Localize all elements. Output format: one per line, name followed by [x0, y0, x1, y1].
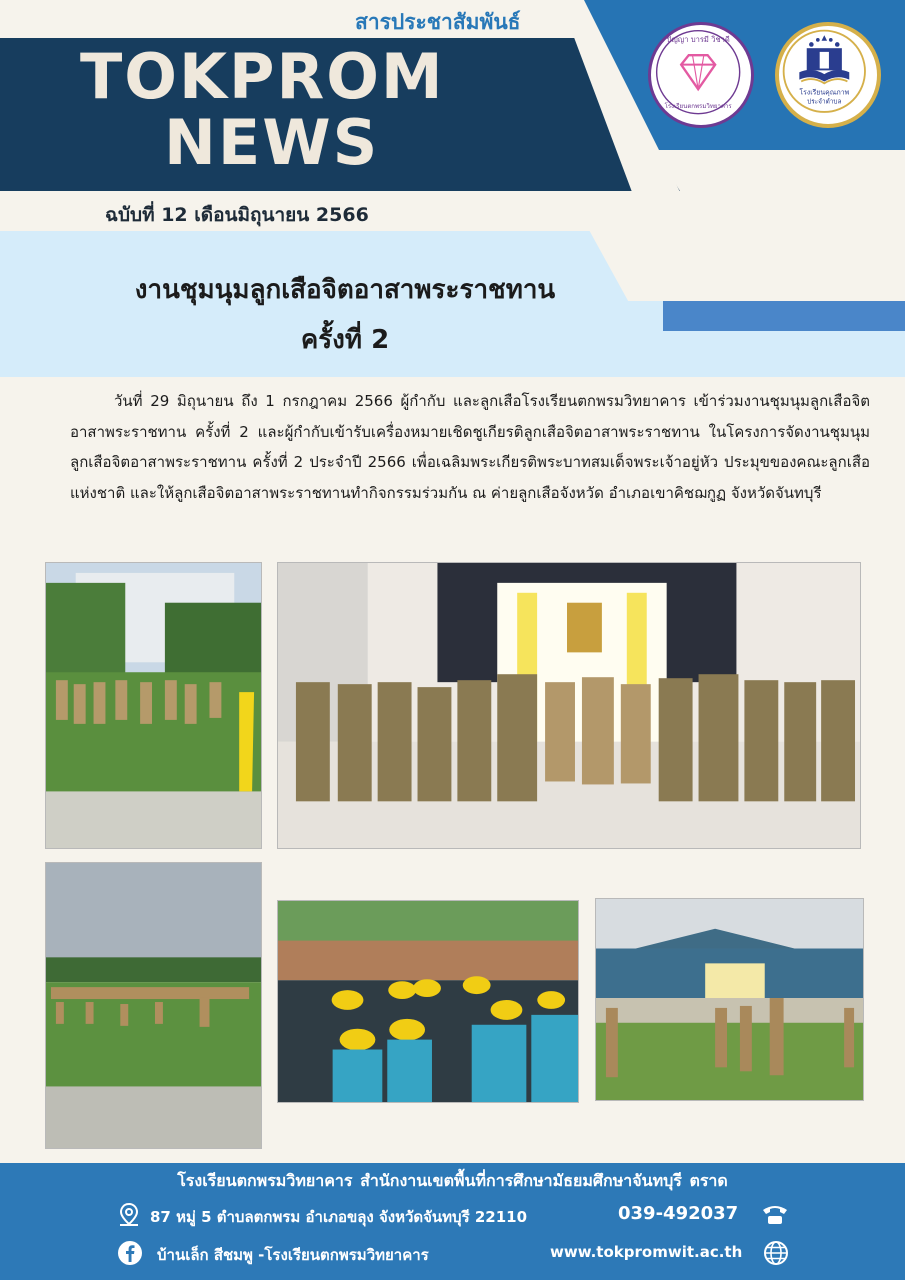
headline-line-2: ครั้งที่ 2 [300, 325, 390, 355]
headline [0, 265, 690, 365]
footer-facebook[interactable]: บ้านเล็ก สีชมพู -โรงเรียนตกพรมวิทยาคาร [157, 1246, 429, 1264]
facebook-icon[interactable] [117, 1240, 143, 1266]
photo-group-ceremony [277, 562, 861, 849]
logo1-top-text: ปัญญา บารมี วิชาดี [666, 34, 730, 44]
photo-stadium-parade [595, 898, 864, 1101]
location-pin-icon [117, 1202, 141, 1226]
globe-icon [763, 1240, 789, 1266]
quality-school-logo [775, 22, 881, 128]
headline-band [0, 231, 905, 377]
footer-address: 87 หมู่ 5 ตำบลตกพรม อำเภอขลุง จังหวัดจันทบุรี 22110 [150, 1208, 528, 1226]
band-accent-stripe [663, 301, 905, 331]
newsletter-title [80, 40, 445, 179]
book-emblem-icon [779, 26, 877, 124]
issue-info: ฉบับที่ 12 เดือนมิถุนายน 2566 [105, 204, 369, 226]
article-paragraph: วันที่ 29 มิถุนายน ถึง 1 กรกฎาคม 2566 ผู้กำกับ และลูกเสือโรงเรียนตกพรมวิทยาคาร เข้าร่วมงานชุมนุมลูกเสือจิตอาสาพระราชทาน ครั้งที่ 2 และผู้กำกับเข้ารับเครื่องหมายเชิดชูเกียรติลูกเสือจิตอาสาพระราชทาน ในโครงการจัดงานชุมนุมลูกเสือจิตอาสาพระราชทาน ครั้งที่ 2 ประจำปี 2566 เพื่อเฉลิมพระเกียรติพระบาทสมเด็จพระเจ้าอยู่หัว ประมุขของคณะลูกเสือแห่งชาติ และให้ลูกเสือจิตอาสาพระราชทานทำกิจกรรมร่วมกัน ณ ค่ายลูกเสือจังหวัด อำเภอเขาคิชฌกูฏ จังหวัดจันทบุรี [70, 392, 870, 502]
headline-line-1: งานชุมนุมลูกเสือจิตอาสาพระราชทาน [134, 275, 556, 305]
section-label: สารประชาสัมพันธ์ [355, 10, 521, 34]
logo1-bottom-text: โรงเรียนตกพรมวิทยาคาร [664, 103, 732, 111]
footer-phone[interactable]: 039-492037 [618, 1203, 739, 1224]
photo-field-march [45, 862, 262, 1149]
footer [0, 1163, 905, 1280]
logo2-subtext: ประจำตำบล [807, 97, 842, 106]
title-line-1: TOKPROM [80, 40, 445, 113]
photo-scout-parade [45, 562, 262, 849]
school-logo [648, 22, 754, 128]
diamond-emblem-icon [651, 25, 751, 125]
telephone-icon [760, 1202, 790, 1226]
footer-organization: โรงเรียนตกพรมวิทยาคาร สำนักงานเขตพื้นที่การศึกษามัธยมศึกษาจันทบุรี ตราด [177, 1171, 728, 1190]
logo2-text: โรงเรียนคุณภาพ [799, 88, 850, 97]
title-line-2: NEWS [164, 106, 380, 179]
footer-website[interactable]: www.tokpromwit.ac.th [550, 1243, 743, 1261]
photo-scouts-seated [277, 900, 579, 1103]
